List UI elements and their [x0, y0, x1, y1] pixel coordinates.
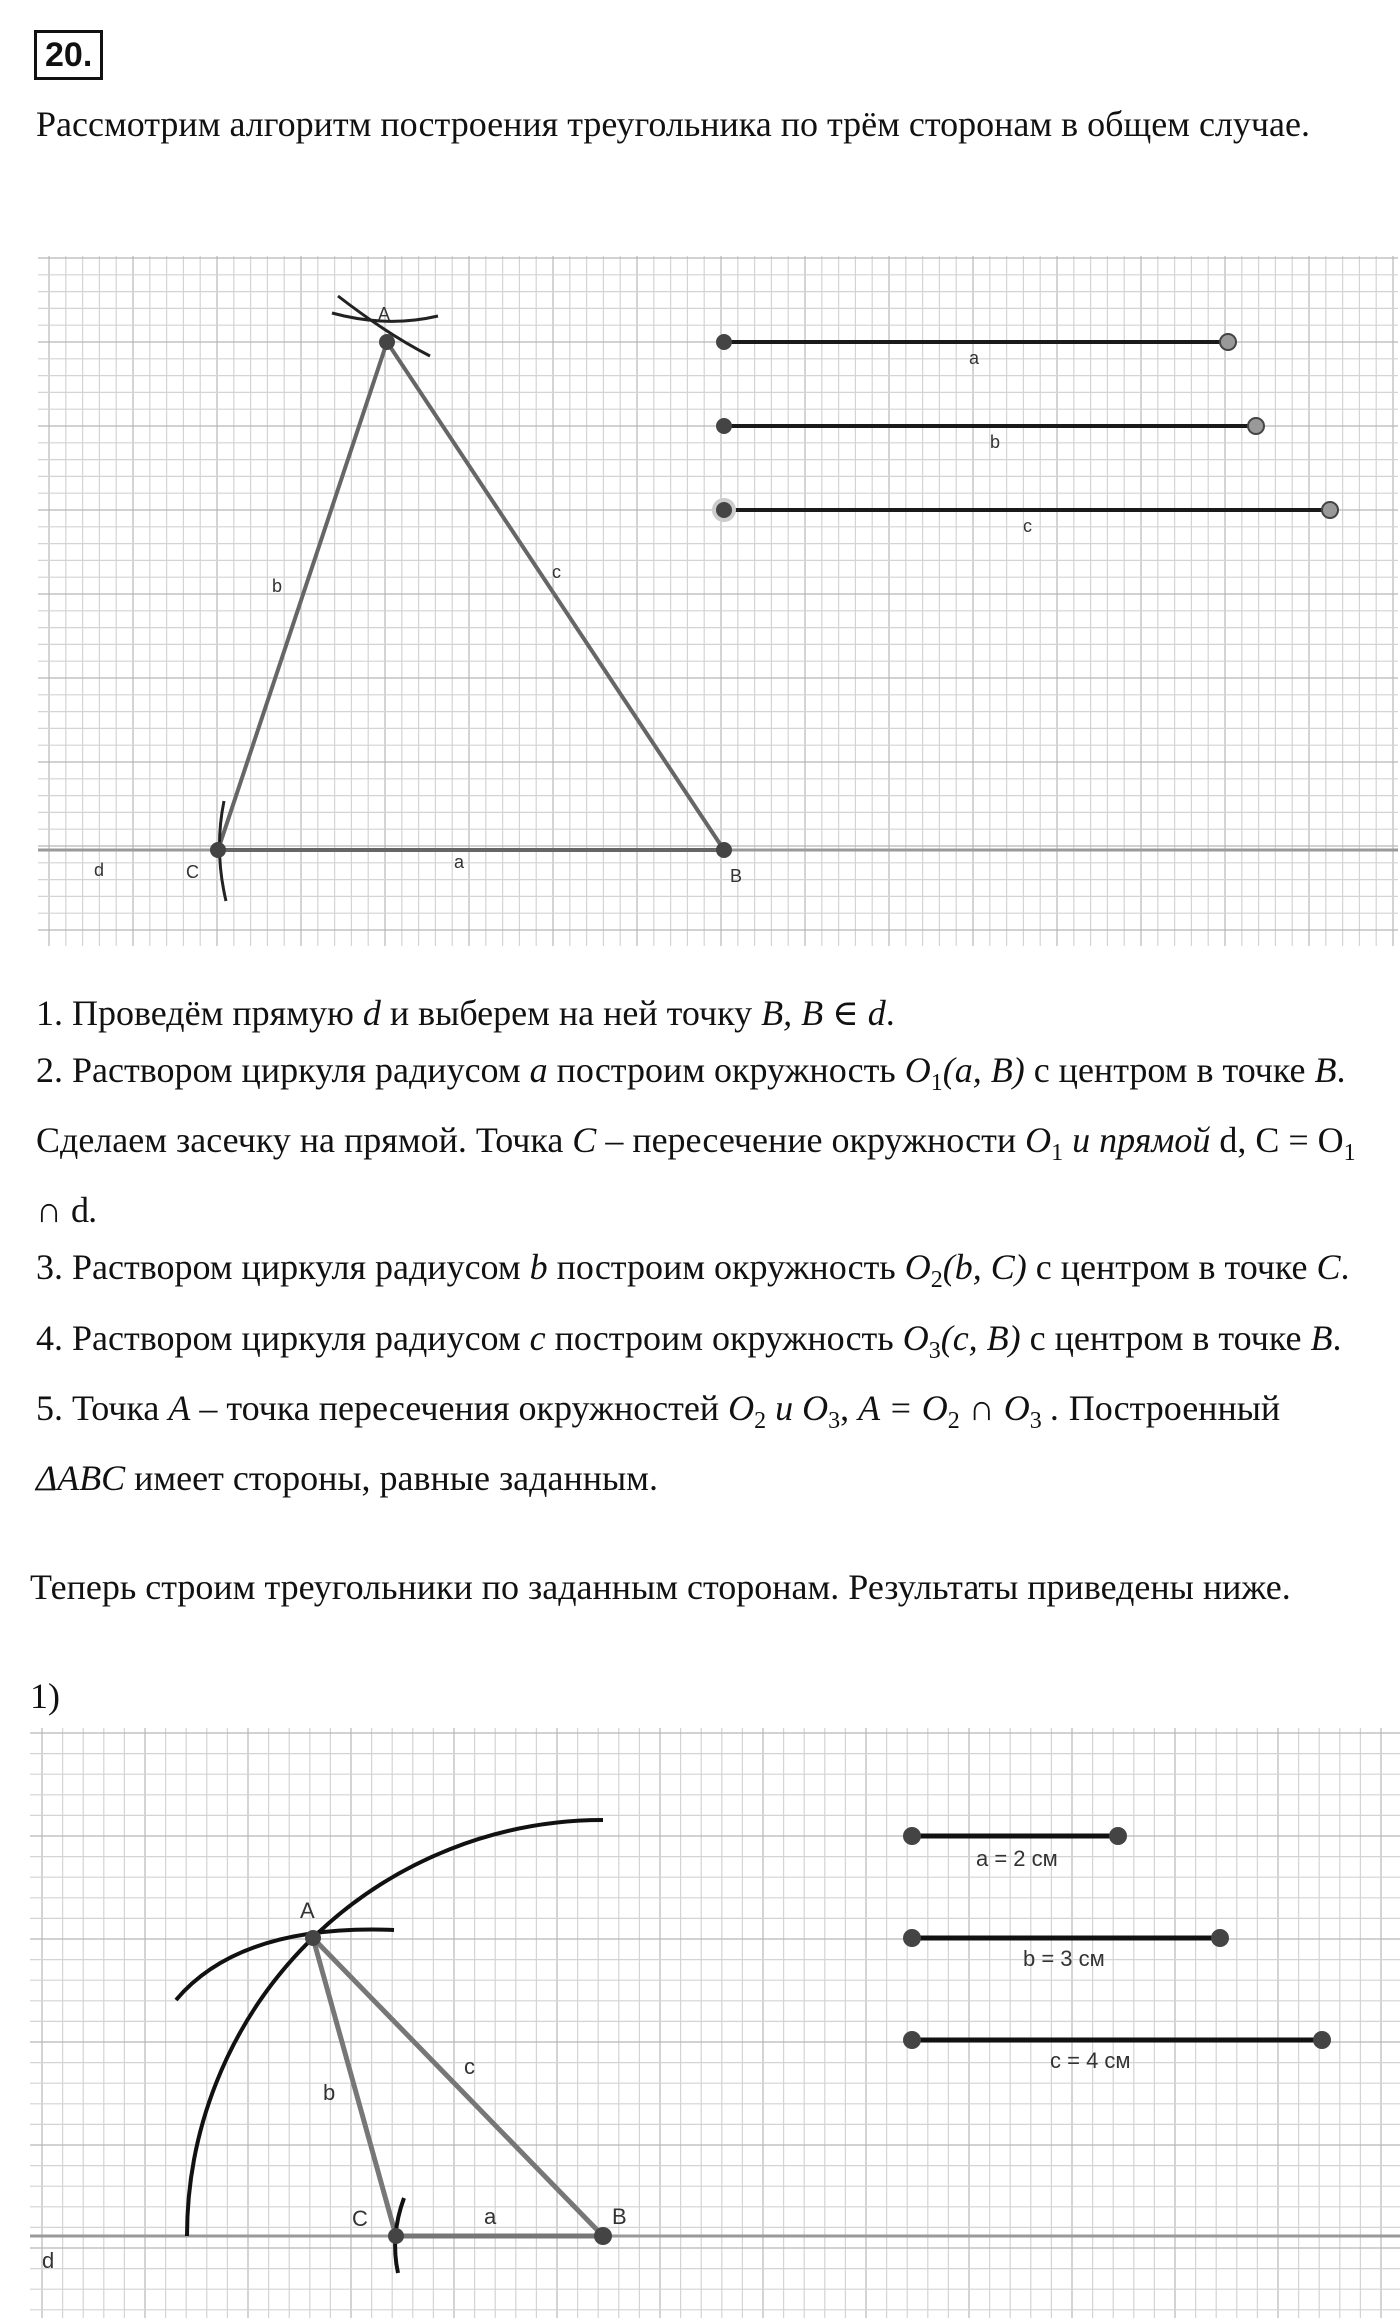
step-2-part: C — [572, 1120, 597, 1161]
step-5-part: 3 — [828, 1407, 841, 1434]
label-side-b: b — [272, 576, 283, 596]
given-segment-c — [903, 2031, 1331, 2073]
point-a — [379, 334, 395, 350]
point-b — [594, 2227, 612, 2245]
label-a: A — [378, 304, 391, 324]
step-3-part: 2 — [930, 1267, 943, 1294]
step-5-part: Построенный — [1059, 1387, 1281, 1428]
figure-1-construction — [38, 256, 1398, 946]
given-segment-a-label: a = 2 см — [976, 1846, 1058, 1871]
side-b — [218, 342, 387, 850]
step-2-part: 1 — [930, 1070, 943, 1097]
given-segment-a-label: a — [969, 348, 980, 368]
intro-text: Рассмотрим алгоритм построения треугольника по трём сторонам в общем случае. — [36, 104, 1310, 144]
figure-2-grid — [30, 1728, 1400, 2318]
step-2-part: . Сделаем засечку на прямой. Точка — [36, 1050, 1346, 1161]
step-5-part: 2 — [947, 1407, 960, 1434]
step-4-part: . — [1332, 1317, 1342, 1358]
point-a — [305, 1930, 321, 1946]
task-number: 20. — [34, 30, 103, 80]
label-b: B — [612, 2204, 627, 2229]
step-5-part: , — [840, 1387, 859, 1428]
step-2-part: построим окружность — [547, 1050, 905, 1090]
step-3-part: . — [1340, 1247, 1350, 1288]
step-5-part: ∩ O — [959, 1387, 1030, 1428]
label-side-c: c — [552, 562, 561, 582]
given-segment-a — [903, 1827, 1127, 1871]
label-side-b: b — [323, 2080, 336, 2105]
step-3-part: b — [529, 1247, 548, 1288]
step-3 — [36, 1239, 1376, 1309]
step-3-part: с центром в точке — [1026, 1247, 1317, 1288]
step-2-part: O — [1025, 1120, 1052, 1161]
step-4-part: c — [529, 1317, 546, 1358]
step-4-part: 3 — [928, 1337, 941, 1364]
given-segment-c-label: c — [1023, 516, 1032, 536]
step-1-part: . — [885, 993, 895, 1033]
step-2-part: d, C = O — [1219, 1120, 1344, 1161]
step-4-part: O — [902, 1317, 929, 1358]
construction-steps — [36, 985, 1376, 1507]
step-5-part: и — [766, 1387, 803, 1428]
step-4-part: (c, B) — [940, 1317, 1021, 1358]
step-2-part: a — [529, 1050, 548, 1090]
step-5-part: A — [168, 1387, 191, 1428]
step-4-part: с центром в точке — [1020, 1317, 1311, 1358]
step-2-part: – пересечение окружности — [596, 1120, 1026, 1161]
step-2-part: (a, B) — [942, 1050, 1025, 1090]
step-4-part: построим окружность — [545, 1317, 903, 1358]
point-b — [716, 842, 732, 858]
case-label: 1) — [30, 1676, 60, 1716]
step-1-part: 1. Проведём прямую — [36, 993, 363, 1033]
step-3-part: 3. Раствором циркуля радиусом — [36, 1247, 530, 1288]
step-5-part: – точка пересечения окружностей — [190, 1387, 729, 1428]
given-segment-b-label: b — [990, 432, 1001, 452]
step-2-part: O — [904, 1050, 931, 1090]
step-3-part: построим окружность — [547, 1247, 905, 1288]
conclusion-text: Теперь строим треугольники по заданным сторонам. Результаты приведены ниже. — [30, 1567, 1291, 1607]
label-d: d — [94, 860, 105, 880]
figure-2-construction — [30, 1728, 1400, 2318]
step-5-part: O — [802, 1387, 829, 1428]
step-5-part: . — [1041, 1387, 1060, 1428]
step-2 — [36, 1042, 1376, 1239]
step-2-part: 1 — [1343, 1140, 1356, 1167]
step-1 — [36, 985, 1376, 1042]
step-4-part: 4. Раствором циркуля радиусом — [36, 1317, 530, 1358]
step-3-part: O — [904, 1247, 931, 1288]
step-2-part: . — [89, 1190, 98, 1231]
step-2-part: B — [1314, 1050, 1337, 1090]
given-segment-c-label: c = 4 см — [1050, 2048, 1131, 2073]
step-1-part: B, B ∈ d — [761, 993, 886, 1033]
step-2-part: ∩ d — [36, 1190, 89, 1231]
side-c — [387, 342, 724, 850]
step-1-part: d — [362, 993, 381, 1033]
label-c: C — [186, 862, 199, 882]
step-5 — [36, 1380, 1376, 1507]
step-5-part: O — [728, 1387, 755, 1428]
label-d: d — [42, 2248, 55, 2273]
step-2-part: 1 — [1051, 1140, 1064, 1167]
step-1-part: и выберем на ней точку — [380, 993, 762, 1033]
step-3-part: C — [1316, 1247, 1341, 1288]
point-c — [388, 2228, 404, 2244]
step-5-part: 3 — [1029, 1407, 1042, 1434]
step-5-part: A = O — [858, 1387, 948, 1428]
step-4 — [36, 1310, 1376, 1380]
label-c: C — [352, 2206, 368, 2231]
step-2-part: 2. Раствором циркуля радиусом — [36, 1050, 530, 1090]
label-b: B — [730, 866, 743, 886]
given-segment-c — [712, 498, 1338, 536]
given-segment-b-label: b = 3 см — [1023, 1946, 1105, 1971]
label-a: A — [300, 1898, 315, 1923]
point-c — [210, 842, 226, 858]
step-5-part: ΔABC — [36, 1457, 126, 1498]
step-5-part: 2 — [754, 1407, 767, 1434]
step-2-part: и прямой — [1063, 1120, 1220, 1161]
given-segment-b — [903, 1929, 1229, 1971]
label-side-a: a — [454, 852, 465, 872]
step-5-part: 5. Точка — [36, 1387, 169, 1428]
step-4-part: B — [1310, 1317, 1333, 1358]
step-2-part: с центром в точке — [1024, 1050, 1315, 1090]
step-3-part: (b, C) — [942, 1247, 1027, 1288]
label-side-c: c — [464, 2054, 475, 2079]
step-5-part: имеет стороны, равные заданным. — [125, 1457, 658, 1498]
label-side-a: a — [484, 2204, 497, 2229]
